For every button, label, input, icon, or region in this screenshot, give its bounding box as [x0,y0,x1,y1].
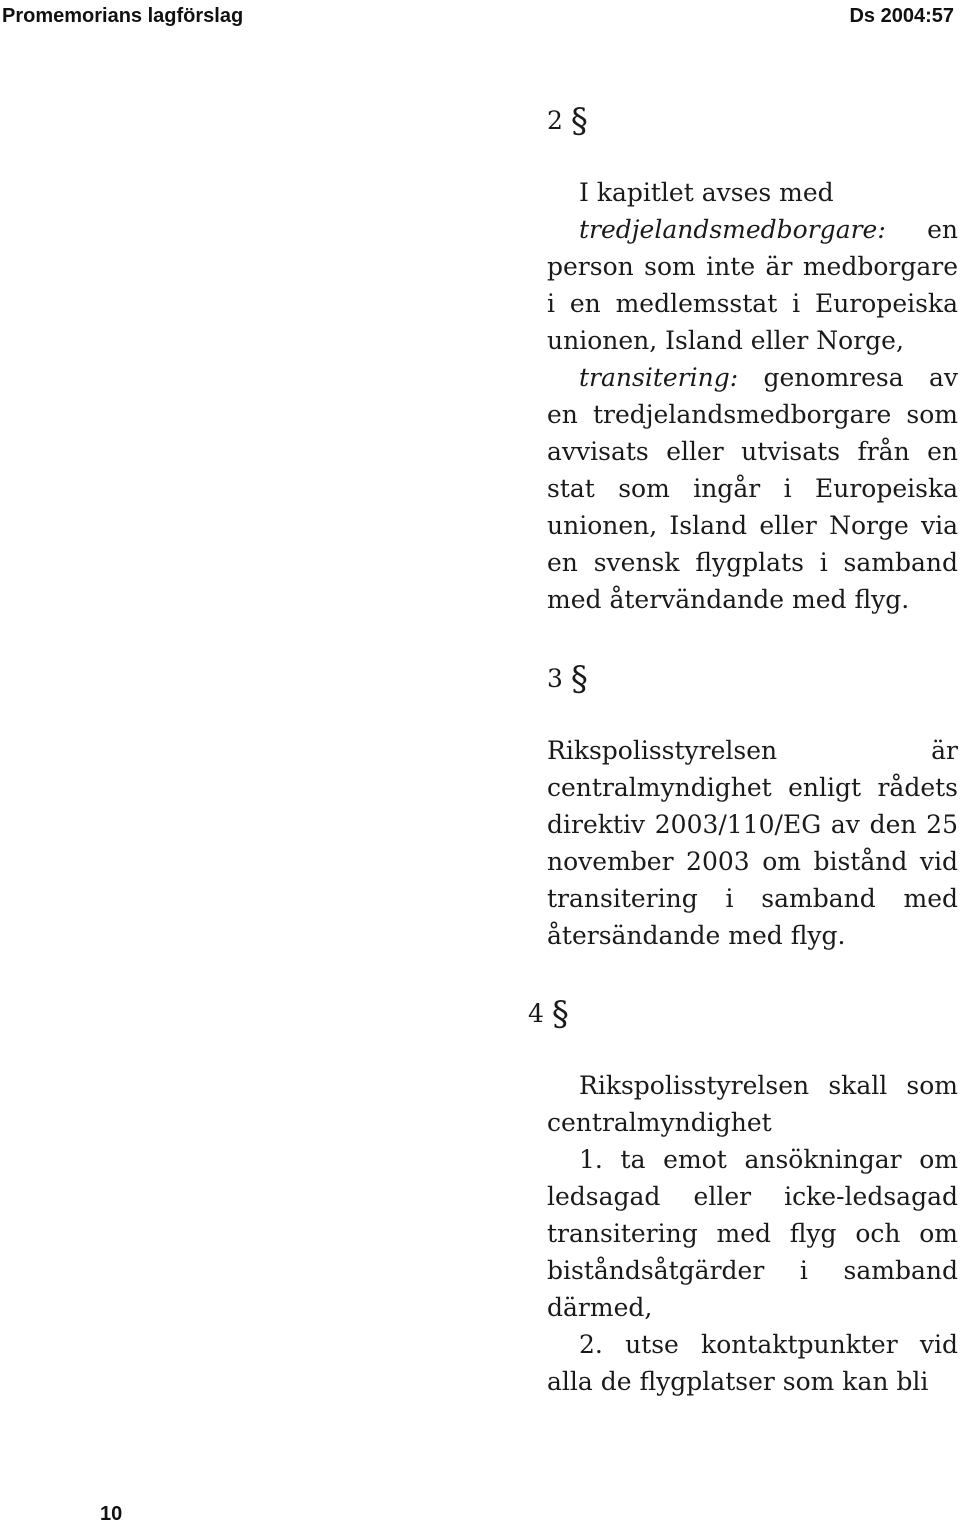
section-heading-3 [547,658,588,697]
section-number: 4 [528,999,544,1028]
section-sign: § [570,101,588,141]
page-number: 10 [100,1503,123,1525]
list-item: 2. utse kontaktpunkter vid alla de flygplatser som kan bli [547,1330,958,1396]
section-heading-4 [528,993,569,1032]
section-3-body [547,732,958,954]
list-item: 1. ta emot ansökningar om ledsagad eller icke-ledsagad transitering med flyg och om biståndsåtgärder i samband därmed, [547,1145,958,1322]
definition-paragraph [547,211,958,359]
definition-term: transitering: [579,363,739,392]
definition-term: tredjelandsmedborgare: [579,215,886,244]
body-paragraph: Rikspolisstyrelsen skall som centralmyndighet [547,1071,958,1137]
section-sign: § [551,994,569,1034]
header-document-id: Ds 2004:57 [849,5,954,27]
running-header [0,2,960,30]
section-2-body [547,174,958,618]
definition-text: genomresa av en tredjelandsmedborgare som avvisats eller utvisats från en stat som ingår i Europeiska unionen, Island eller Norge via en svensk flygplats i samband med återvändande med flyg. [547,363,958,614]
definition-text: en person som inte är medborgare i en medlemsstat i Europeiska unionen, Island eller Norge, [547,215,958,355]
section-number: 2 [547,106,563,135]
intro-paragraph: I kapitlet avses med [579,178,834,207]
section-number: 3 [547,664,563,693]
section-sign: § [570,659,588,699]
definition-paragraph [547,359,958,618]
section-heading-2 [547,100,588,139]
section-4-body [547,1067,958,1400]
header-title: Promemorians lagförslag [2,5,244,27]
body-paragraph: Rikspolisstyrelsen är centralmyndighet enligt rådets direktiv 2003/110/EG av den 25 november 2003 om bistånd vid transitering i samband med återsändande med flyg. [547,736,958,950]
